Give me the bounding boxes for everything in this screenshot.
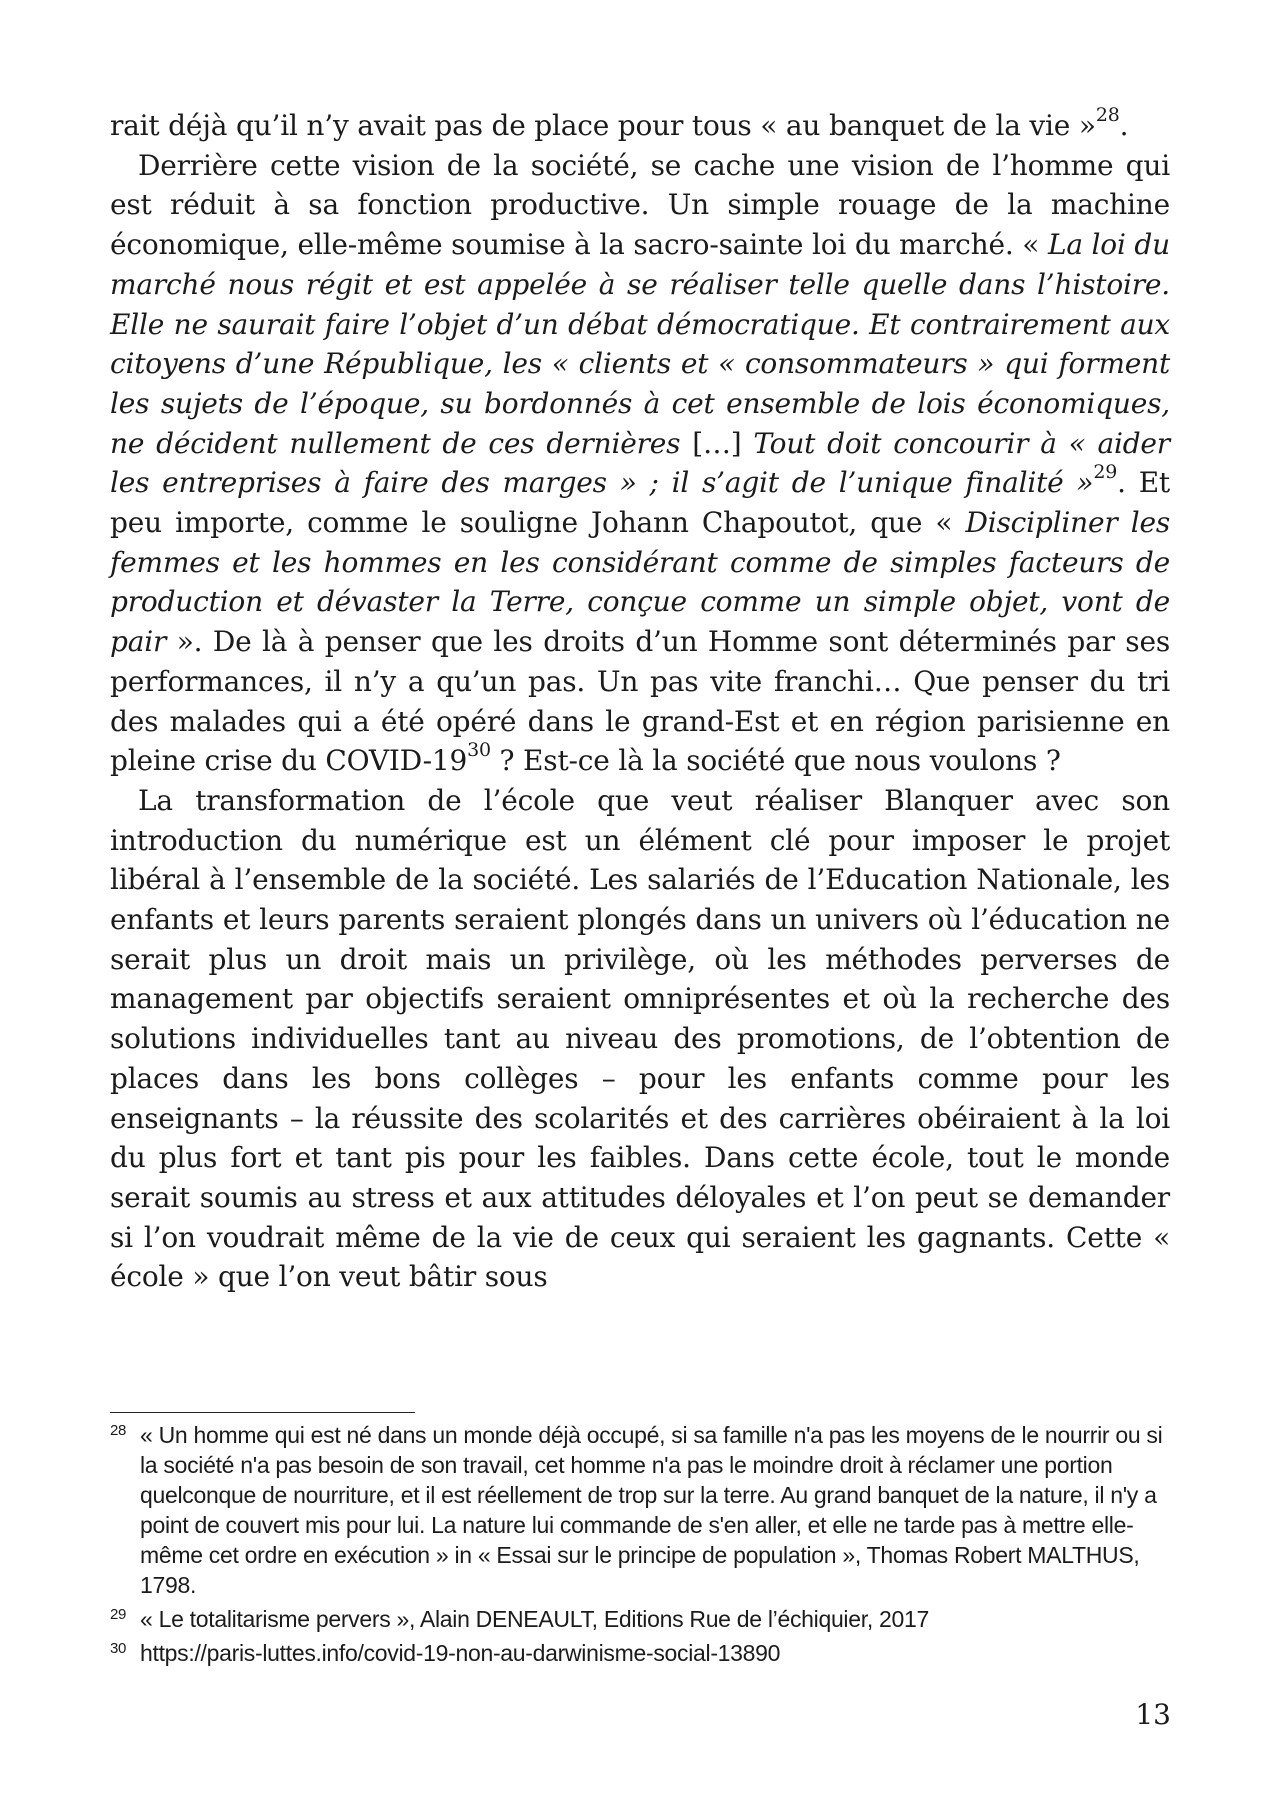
footnote-ref-30: 30 xyxy=(467,739,491,761)
paragraph-3: La transformation de l’école que veut réaliser Blanquer avec son introduction du numérique est un élément clé pour imposer le projet libéral à l’ensemble de la société. Les salariés de l’Education Nationale, les enfants et leurs parents seraient plongés dans un univers où l’éducation ne serait plus un droit mais un privilège, où les méthodes perverses de management par objectifs seraient omniprésentes et où la recherche des solutions individuelles tant au niveau des promotions, de l’obtention de places dans les bons collèges – pour les enfants comme pour les enseignants – la réussite des scolarités et des carrières obéiraient à la loi du plus fort et tant pis pour les faibles. Dans cette école, tout le monde serait soumis au stress et aux attitudes déloyales et l’on peut se demander si l’on voudrait même de la vie de ceux qui seraient les gagnants. Cette « école » que l’on veut bâtir sous xyxy=(110,783,1170,1294)
footnote-number: 30 xyxy=(110,1640,127,1657)
paragraph-2 xyxy=(110,146,1170,781)
footnote-text: « Un homme qui est né dans un monde déjà occupé, si sa famille n'a pas les moyens de le nourrir ou si la société n'a pas besoin de son travail, cet homme n'a pas le moindre droit à réclamer une portion quelconque de nourriture, et il est réellement de trop sur la terre. Au grand banquet de la nature, il n'y a point de couvert mis pour lui. La nature lui commande de s'en aller, et elle ne tarde pas à mettre elle-même cet ordre en exécution » in « Essai sur le principe de population », Thomas Robert MALTHUS, 1798. xyxy=(140,1422,1163,1598)
footnote-ref-28: 28 xyxy=(1095,103,1120,126)
paragraph-2-text-e: ? Est-ce là la société que nous voulons ? xyxy=(490,744,1061,778)
footnote-28 xyxy=(110,1420,1170,1600)
paragraph-1-end: . xyxy=(1119,109,1129,142)
paragraph-2-text-c: . Et peu importe, comme le souligne Johann Chapoutot, que « xyxy=(110,466,1170,540)
footnote-number: 29 xyxy=(110,1606,127,1623)
paragraph-1 xyxy=(110,103,1170,146)
quote-chapoutot: Discipliner les femmes et les hommes en les considérant comme de simples facteurs de production et dévaster la Terre, conçue comme un simple objet, vont de pair xyxy=(110,506,1170,659)
quote-deneault-1: La loi du marché nous régit et est appelée à se réaliser telle quelle dans l’histoire. Elle ne saurait faire l’objet d’un débat démocratique. Et contrairement aux citoyens d’une République, les « clients et « consommateurs » qui forment les sujets de l’époque, su bordonnés à cet ensemble de lois économiques, ne décident nullement de ces dernières xyxy=(110,228,1170,460)
ellipsis-bracket: […] xyxy=(692,426,742,460)
page-number: 13 xyxy=(1135,1698,1171,1731)
paragraph-2-text-a: Derrière cette vision de la société, se cache une vision de l’homme qui est réduit à sa fonction productive. Un simple rouage de la machine économique, elle-même soumise à la sacro-sainte loi du marché. « xyxy=(110,148,1170,262)
quote-deneault-2: Tout doit concourir à « aider les entreprises à faire des marges » ; il s’agit de l’unique finalité » xyxy=(110,426,1170,500)
footnote-29 xyxy=(110,1604,1170,1634)
footnote-number: 28 xyxy=(110,1422,127,1439)
paragraph-2-text-d: ». De là à penser que les droits d’un Homme sont déterminés par ses performances, il n’y a qu’un pas. Un pas vite franchi… Que penser du tri des malades qui a été opéré dans le grand-Est et en région parisienne en pleine crise du COVID-19 xyxy=(110,625,1170,778)
footnote-ref-29: 29 xyxy=(1093,461,1118,484)
main-text xyxy=(110,103,1170,1297)
footnote-separator xyxy=(110,1412,415,1413)
footnote-30 xyxy=(110,1638,1170,1668)
paragraph-1-text: rait déjà qu’il n’y avait pas de place pour tous « au banquet de la vie » xyxy=(110,109,1096,142)
footnote-text: « Le totalitarisme pervers », Alain DENEAULT, Editions Rue de l’échiquier, 2017 xyxy=(140,1606,929,1632)
footnote-link[interactable]: https://paris-luttes.info/covid-19-non-au-darwinisme-social-13890 xyxy=(140,1640,781,1666)
footnotes xyxy=(110,1420,1170,1672)
